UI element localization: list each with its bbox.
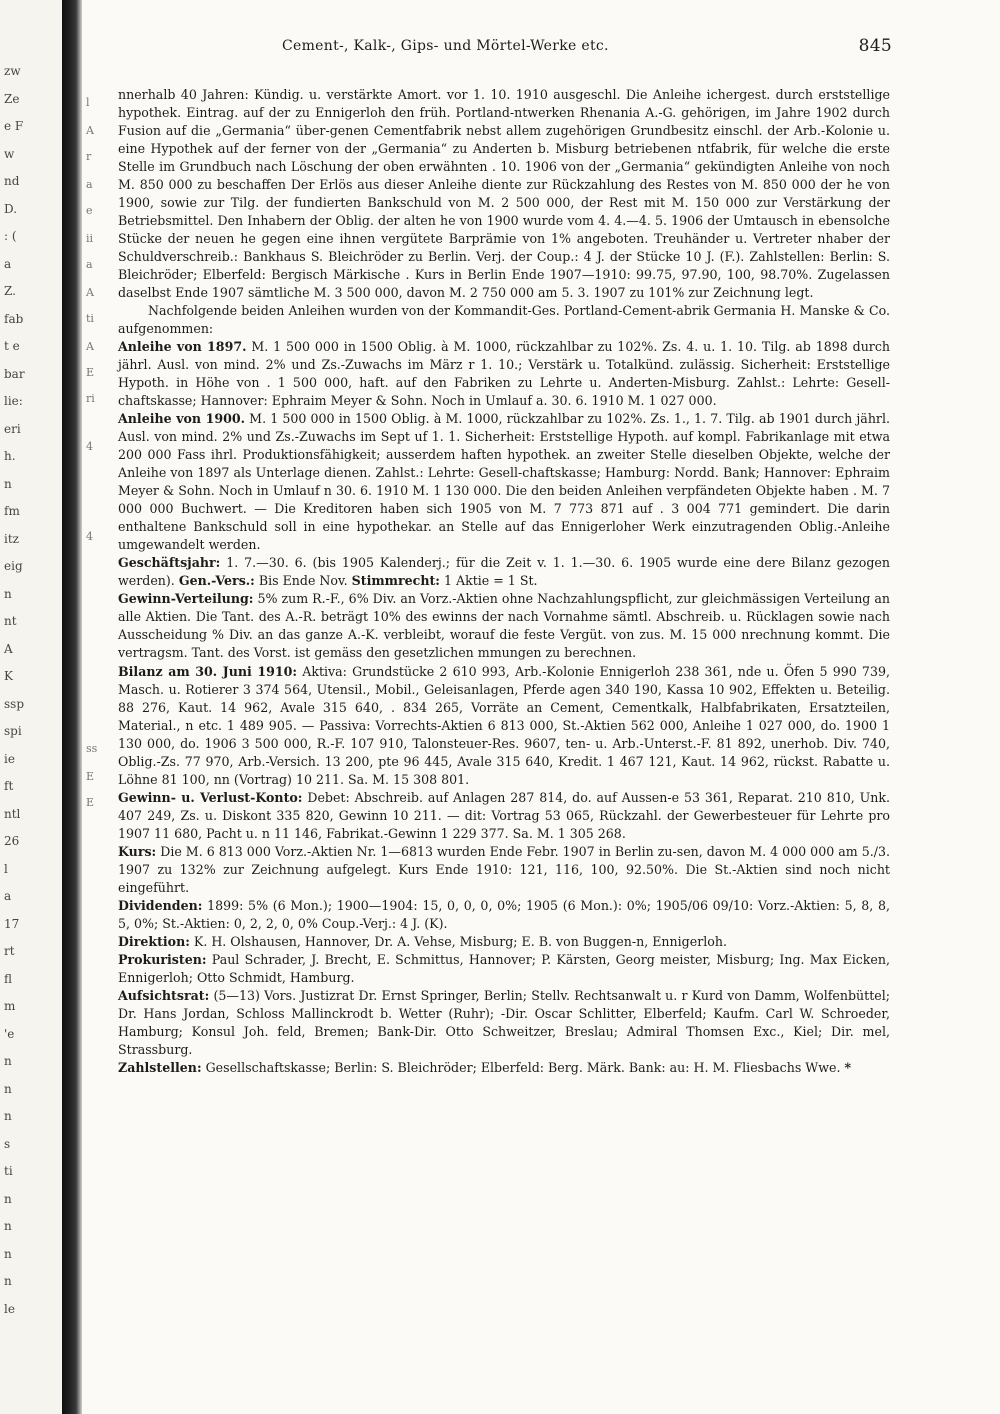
- margin-fragment: n: [4, 1246, 12, 1261]
- guv-label: Gewinn- u. Verlust-Konto:: [118, 789, 303, 805]
- margin-fragment: : (: [4, 229, 17, 243]
- margin-fragment: 'e: [4, 1026, 15, 1041]
- genvers-text: Bis Ende Nov.: [258, 573, 348, 589]
- intro-paragraph: Nachfolgende beiden Anleihen wurden von der Kommandit-Ges. Portland-Cement-abrik Germania H. Manske & Co. aufgenommen:: [118, 303, 890, 337]
- running-title: Cement-, Kalk-, Gips- und Mörtel-Werke etc.: [282, 38, 609, 54]
- margin-fragment: Z.: [4, 284, 16, 298]
- anleihe-1897-text: M. 1 500 000 in 1500 Oblig. à M. 1000, rückzahlbar zu 102%. Zs. 4. u. 1. 10. Tilg. ab 1898 durch jährl. Ausl. von mind. 2% und Zs.-Zuwachs im März r 1. 10.; Verstärk u. Totalkünd. zulässig. Sicherheit: Erststellige Hypoth. in Höhe von . 1 500 000, haft. auf den Fabriken zu Lehrte u. Anderten-Misburg. Zahlst.: Lehrte: Gesell-chaftskasse; Hannover: Ephraim Meyer & Sohn. Noch in Umlauf a. 30. 6. 1910 M. 1 027 000.: [118, 339, 890, 409]
- margin-fragment: a: [4, 889, 12, 903]
- margin-fragment: le: [4, 1301, 15, 1316]
- zahlstellen-paragraph: [118, 1059, 890, 1077]
- anleihe-1900-text: M. 1 500 000 in 1500 Oblig. à M. 1000, rückzahlbar zu 102%. Zs. 1., 1. 7. Tilg. ab 1901 durch jährl. Ausl. von mind. 2% und Zs.-Zuwachs im Sept uf 1. 1. Sicherheit: Erststellige Hypoth. auf kompl. Fabrikanlage mit etwa 200 000 Fass ihrl. Produktionsfähigkeit; ausserdem haften hypothek. an zweiter Stelle dieselben Objekte, welche der Anleihe von 1897 als Unterlage dienen. Zahlst.: Lehrte: Gesell-chaftskasse; Hamburg: Nordd. Bank; Hannover: Ephraim Meyer & Sohn. Noch in Umlauf n 30. 6. 1910 M. 1 130 000. Die den beiden Anleihen verpfändeten Objekte haben . M. 7 000 000 Buchwert. — Die Kreditoren haben sich 1905 von M. 7 773 871 auf . 3 004 771 gemindert. Die darin enthaltene Bankschuld soll in eine hypothekar. an Stelle auf das Ennigerloher Werk einzutragenden Oblig.-Anleihe umgewandelt werden.: [118, 411, 890, 553]
- direktion-label: Direktion:: [118, 933, 190, 949]
- margin-fragment: l: [4, 861, 8, 876]
- margin-fragment: h.: [4, 449, 16, 463]
- margin-fragment: n: [4, 1219, 12, 1233]
- gewinn-verteilung-paragraph: [118, 590, 890, 662]
- kurs-text: Die M. 6 813 000 Vorz.-Aktien Nr. 1—6813 wurden Ende Febr. 1907 in Berlin zu-sen, davon M. 4 000 000 am 5./3. 1907 zu 132% zur Zeichnung aufgelegt. Kurs Ende 1910: 121, 116, 100, 92.50%. Die St.-Aktien sind noch nicht eingeführt.: [118, 843, 890, 895]
- prokuristen-paragraph: [118, 951, 890, 987]
- dividenden-paragraph: [118, 897, 890, 933]
- margin-fragment: n: [4, 476, 12, 491]
- margin-fragment: nd: [4, 174, 20, 188]
- margin-fragment: lie:: [4, 394, 23, 408]
- prokuristen-label: Prokuristen:: [118, 951, 207, 967]
- stimmrecht-label: Stimmrecht:: [351, 573, 440, 589]
- margin-fragment: fab: [4, 311, 24, 326]
- bilanz-text: Aktiva: Grundstücke 2 610 993, Arb.-Kolonie Ennigerloh 238 361, nde u. Öfen 5 990 739, Masch. u. Rotierer 3 374 564, Utensil., Mobil., Geleisanlagen, Pferde agen 340 190, Kassa 10 902, Effekten u. Beteilig. 88 276, Kaut. 14 962, Avale 315 640, . 834 265, Vorräte an Cement, Cementkalk, Halbfabrikaten, Ersatzteilen, Material., n etc. 1 489 905. — Passiva: Vorrechts-Aktien 6 813 000, St.-Aktien 562 000, Anleihe 1 027 000, do. 1900 1 130 000, do. 1906 3 500 000, R.-F. 107 910, Talonsteuer-Res. 9607, ten- u. Arb.-Unterst.-F. 81 892, unerhob. Div. 740, Oblig.-Zs. 77 970, Arb.-Versich. 13 200, pte 96 445, Avale 315 640, Kredit. 1 467 121, Kaut. 14 962, rückst. Rabatte u. Löhne 81 100, nn (Vortrag) 10 211. Sa. M. 15 308 801.: [118, 663, 890, 787]
- page-number: 845: [858, 36, 892, 56]
- end-mark: *: [844, 1059, 852, 1075]
- anleihe-1900-label: Anleihe von 1900.: [118, 411, 246, 427]
- geschaeftsjahr-label: Geschäftsjahr:: [118, 555, 221, 571]
- margin-fragment: zw: [4, 64, 21, 78]
- margin-fragment: 17: [4, 916, 20, 931]
- bilanz-label: Bilanz am 30. Juni 1910:: [118, 663, 298, 679]
- margin-fragment: n: [4, 1054, 12, 1068]
- margin-fragment: n: [4, 1109, 12, 1123]
- margin-fragment: ft: [4, 779, 14, 793]
- margin-fragment: K: [4, 669, 13, 683]
- aufsichtsrat-paragraph: [118, 987, 890, 1059]
- kurs-label: Kurs:: [118, 843, 157, 859]
- guv-paragraph: [118, 789, 890, 843]
- margin-fragment: ntl: [4, 806, 21, 821]
- genvers-label: Gen.-Vers.:: [178, 573, 255, 589]
- dividenden-label: Dividenden:: [118, 897, 203, 913]
- gewinn-verteilung-text: 5% zum R.-F., 6% Div. an Vorz.-Aktien ohne Nachzahlungspflicht, zur gleichmässigen Verteilung an alle Aktien. Die Tant. des A.-R. beträgt 10% des ewinns der nach Vornahme sämtl. Abschreib. u. Rücklagen sowie nach Ausscheidung % Div. an das ganze A.-K. verbleibt, worauf die feste Vergüt. von zus. M. 15 000 nrechnung kommt. Die vertragsm. Tant. des Vorst. ist gemäss den gesetzlichen mmungen zu berechnen.: [118, 591, 890, 661]
- kurs-paragraph: [118, 843, 890, 897]
- margin-fragment: D.: [4, 201, 18, 216]
- geschaeftsjahr-paragraph: [118, 554, 890, 590]
- margin-fragment: n: [4, 586, 12, 601]
- margin-fragment: ssp: [4, 696, 24, 711]
- anleihe-1897-label: Anleihe von 1897.: [118, 339, 247, 355]
- margin-fragment: n: [4, 1274, 12, 1288]
- aufsichtsrat-label: Aufsichtsrat:: [118, 987, 210, 1003]
- margin-fragment: eig: [4, 559, 23, 573]
- margin-fragment: fl: [4, 971, 13, 986]
- stimmrecht-text: 1 Aktie = 1 St.: [443, 573, 538, 589]
- direktion-text: K. H. Olshausen, Hannover, Dr. A. Vehse, Misburg; E. B. von Buggen-n, Ennigerloh.: [193, 933, 727, 949]
- anleihe-1900-paragraph: [118, 410, 890, 554]
- margin-fragment: n: [4, 1191, 12, 1206]
- margin-fragment: ti: [4, 1164, 13, 1178]
- margin-marks: l A r a e ii a A ti A E ri 4 4 ss E E: [86, 96, 98, 809]
- margin-fragment: ie: [4, 751, 15, 766]
- geschaeftsjahr-text: 1. 7.—30. 6. (bis 1905 Kalenderj.; für die Zeit v. 1. 1.—30. 6. 1905 wurde eine dere Bilanz gezogen werden).: [118, 555, 890, 589]
- margin-fragment: a: [4, 256, 12, 271]
- bilanz-paragraph: [118, 663, 890, 789]
- zahlstellen-label: Zahlstellen:: [118, 1059, 202, 1075]
- margin-fragment: s: [4, 1136, 11, 1151]
- left-margin-strip: [0, 0, 62, 1414]
- margin-fragment: m: [4, 999, 16, 1013]
- margin-fragment: fm: [4, 504, 20, 518]
- margin-fragment: t e: [4, 339, 20, 353]
- margin-fragment: spi: [4, 724, 22, 738]
- margin-fragment: bar: [4, 366, 25, 381]
- guv-text: Debet: Abschreib. auf Anlagen 287 814, do. auf Aussen-e 53 361, Reparat. 210 810, Unk. 407 249, Zs. u. Diskont 335 820, Gewinn 10 211. — dit: Vortrag 53 065, Rückzahl. der Gewerbesteuer für Lehrte pro 1907 11 680, Pacht u. n 11 146, Fabrikat.-Gewinn 1 229 377. Sa. M. 1 305 268.: [118, 789, 891, 841]
- gewinn-verteilung-label: Gewinn-Verteilung:: [118, 591, 254, 607]
- book-binding-shadow: [62, 0, 82, 1414]
- zahlstellen-text: Gesellschaftskasse; Berlin: S. Bleichröder; Elberfeld: Berg. Märk. Bank: au: H. M. Fliesbachs Wwe.: [205, 1059, 841, 1075]
- page-header: [112, 36, 892, 60]
- anleihe-1897-paragraph: [118, 338, 890, 410]
- margin-fragment: Ze: [4, 91, 20, 106]
- aufsichtsrat-text: (5—13) Vors. Justizrat Dr. Ernst Springer, Berlin; Stellv. Rechtsanwalt u. r Kurd von Damm, Wolfenbüttel; Dr. Hans Jordan, Schloss Mallinckrodt b. Wetter (Ruhr); -Dir. Oscar Schlitter, Elberfeld; Kaufm. Carl W. Schroeder, Hamburg; Konsul Joh. feld, Bremen; Bank-Dir. Otto Schweitzer, Breslau; Admiral Thomsen Exc., Kiel; Dir. mel, Strassburg.: [118, 987, 890, 1057]
- anleihe-1906-paragraph: nnerhalb 40 Jahren: Kündig. u. verstärkte Amort. vor 1. 10. 1910 ausgeschl. Die Anleihe ichergest. durch erststellige hypothek. Eintrag. auf der zu Ennigerloh den früh. Portland-ntwerken Rhenania A.-G. gehörigen, im Jahre 1902 durch Fusion auf die „Germania“ über-genen Cementfabrik nebst allem zugehörigen Grundbesitz einschl. der Arb.-Kolonie u. eine Hypothek auf der ferner von der „Germania“ zu Anderten b. Misburg betriebenen ntfabrik, für welche die erste Stelle im Grundbuch nach Löschung der oben erwähnten . 10. 1906 von der „Germania“ gekündigten Anleihe von noch M. 850 000 zu beschaffen Der Erlös aus dieser Anleihe diente zur Rückzahlung des Restes von M. 850 000 der he von 1900, sowie zur Tilg. der fundierten Bankschuld von M. 2 500 000, der Rest mit M. 150 000 zur Verstärkung der Betriebsmittel. Den Inhabern der Oblig. der alten he von 1900 wurde vom 4. 4.—4. 5. 1906 der Umtausch in ebensolche Stücke der neuen he gegen eine ihnen vergütete Barprämie von 1% angeboten. Treuhänder u. Vertreter nhaber der Schuldverschreib.: Bankhaus S. Bleichröder zu Berlin. Verj. der Coup.: 4 J. der Stücke 10 J. (F.). Zahlstellen: Berlin: S. Bleichröder; Elberfeld: Bergisch Märkische . Kurs in Berlin Ende 1907—1910: 99.75, 97.90, 100, 98.70%. Zugelassen daselbst Ende 1907 sämtliche M. 3 500 000, davon M. 2 750 000 am 5. 3. 1907 zu 101% zur Zeichnung legt.: [118, 87, 890, 301]
- margin-fragment: w: [4, 146, 15, 161]
- page-body: [118, 86, 890, 1077]
- prokuristen-text: Paul Schrader, J. Brecht, E. Schmittus, Hannover; P. Kärsten, Georg meister, Misburg; Ing. Max Eicken, Ennigerloh; Otto Schmidt, Hamburg.: [118, 951, 890, 985]
- margin-fragment: e F: [4, 119, 24, 133]
- margin-fragment: n: [4, 1081, 12, 1096]
- margin-fragment: eri: [4, 421, 21, 436]
- direktion-paragraph: [118, 933, 890, 951]
- margin-fragment: 26: [4, 834, 20, 848]
- margin-fragment: itz: [4, 531, 19, 546]
- dividenden-text: 1899: 5% (6 Mon.); 1900—1904: 15, 0, 0, 0, 0%; 1905 (6 Mon.): 0%; 1905/06 09/10: Vorz.-Aktien: 5, 8, 8, 5, 0%; St.-Aktien: 0, 2, 2, 0, 0% Coup.-Verj.: 4 J. (K).: [118, 897, 890, 931]
- margin-fragment: A: [4, 641, 13, 656]
- margin-fragment: nt: [4, 614, 17, 628]
- margin-fragment: rt: [4, 944, 15, 958]
